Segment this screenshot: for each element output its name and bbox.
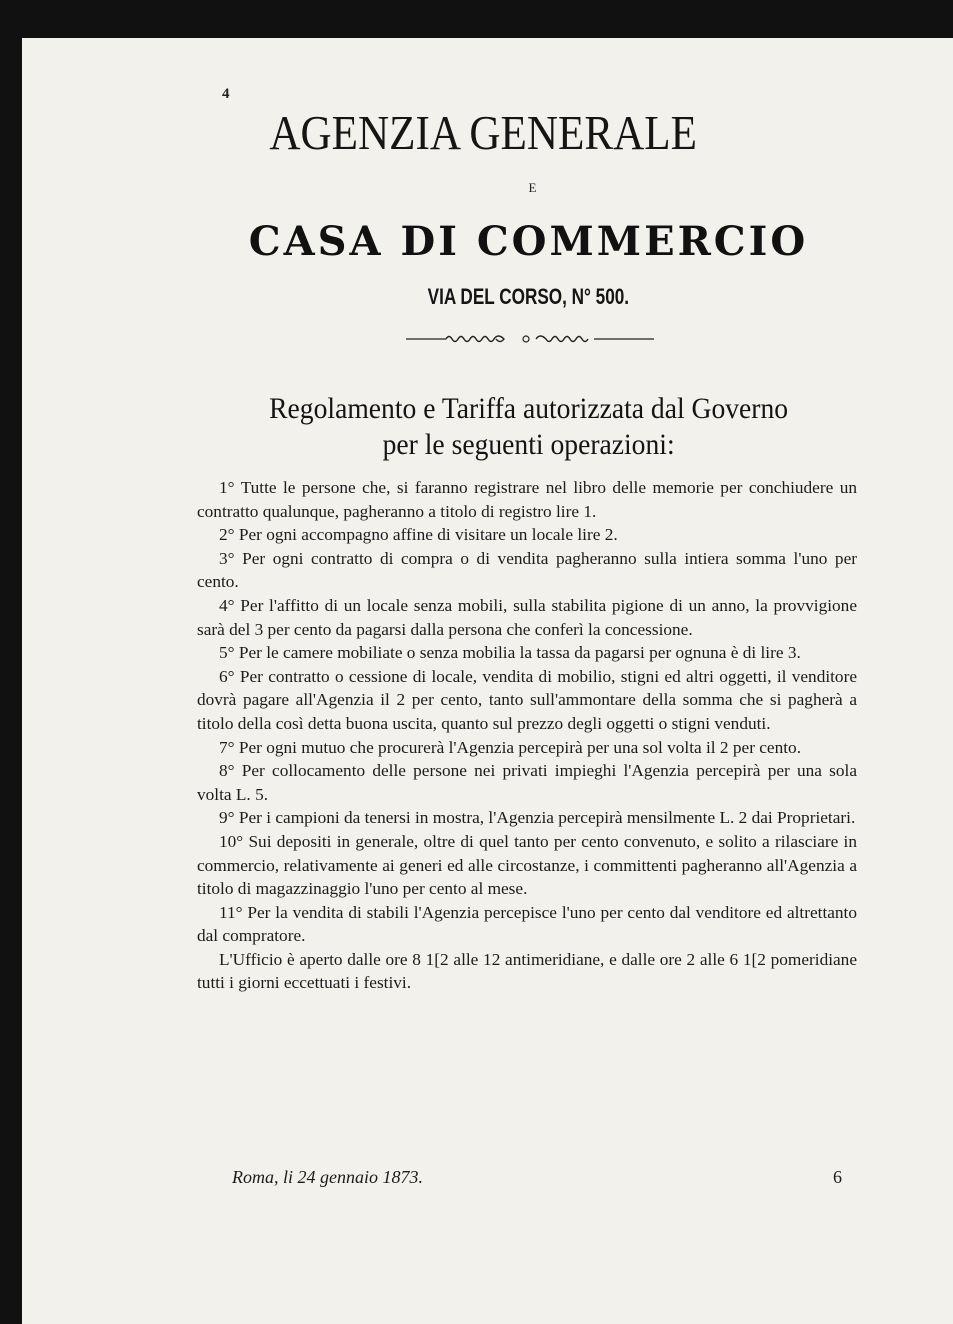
sheet-number: 6 xyxy=(833,1167,842,1187)
page-number: 4 xyxy=(222,86,230,102)
ornament-divider xyxy=(406,330,654,348)
paragraph-6: 6° Per contratto o cessione di locale, vendita di mobilio, stigni ed altri oggetti, il venditore dovrà pagare all'Agenzia il 2 per cento, tanto sull'ammontare della somma che si pagherà a titolo della così detta buona uscita, quanto sul prezzo degli oggetti o stigni venduti. xyxy=(197,666,857,733)
regulation-subheading: per le seguenti operazioni: xyxy=(382,428,675,461)
paragraph-4: 4° Per l'affitto di un locale senza mobili, sulla stabilita pigione di un anno, la provvigione sarà del 3 per cento da pagarsi dalla persona che conferì la concessione. xyxy=(197,595,857,639)
regulation-body xyxy=(197,476,857,995)
office-hours: L'Ufficio è aperto dalle ore 8 1[2 alle 12 antimeridiane, e dalle ore 2 alle 6 1[2 pomeridiane tutti i giorni eccettuati i festivi. xyxy=(197,949,857,993)
regulation-heading: Regolamento e Tariffa autorizzata dal Governo xyxy=(269,392,789,425)
title-conjunction: E xyxy=(528,180,537,195)
document-subtitle: CASA DI COMMERCIO xyxy=(248,218,809,265)
business-address: VIA DEL CORSO, N° 500. xyxy=(427,284,630,309)
paragraph-9: 9° Per i campioni da tenersi in mostra, l'Agenzia percepirà mensilmente L. 2 dai Proprietari. xyxy=(219,808,856,828)
date-line: Roma, li 24 gennaio 1873. xyxy=(232,1167,423,1187)
paragraph-5: 5° Per le camere mobiliate o senza mobilia la tassa da pagarsi per ognuna è di lire 3. xyxy=(219,643,801,663)
paragraph-10: 10° Sui depositi in generale, oltre di quel tanto per cento convenuto, e solito a rilasciare in commercio, relativamente ai generi ed alle circostanze, i committenti pagheranno all'Agenzia a titolo di magazzinaggio l'uno per cento al mese. xyxy=(197,831,857,899)
paragraph-8: 8° Per collocamento delle persone nei privati impieghi l'Agenzia percepirà per una sola volta L. 5. xyxy=(197,761,857,804)
paragraph-2: 2° Per ogni accompagno affine di visitare un locale lire 2. xyxy=(219,525,618,545)
paragraph-7: 7° Per ogni mutuo che procurerà l'Agenzia percepirà per una sol volta il 2 per cento. xyxy=(219,737,802,757)
paragraph-11: 11° Per la vendita di stabili l'Agenzia percepisce l'uno per cento dal venditore ed altrettanto dal compratore. xyxy=(197,902,857,946)
document-title: AGENZIA GENERALE xyxy=(269,105,697,160)
paragraph-1: 1° Tutte le persone che, si faranno registrare nel libro delle memorie per conchiudere un contratto qualunque, pagheranno a titolo di registro lire 1. xyxy=(197,478,857,521)
paragraph-3: 3° Per ogni contratto di compra o di vendita pagheranno sulla intiera somma l'uno per cento. xyxy=(197,548,857,592)
